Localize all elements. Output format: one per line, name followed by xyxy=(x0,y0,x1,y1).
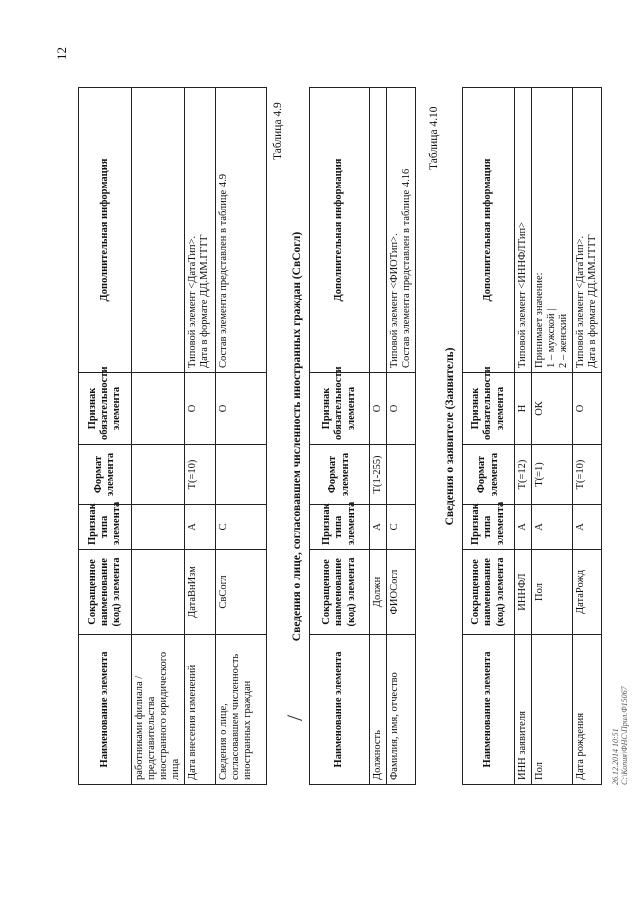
table-row xyxy=(573,88,602,785)
col-info-header: Дополнительная информация xyxy=(310,88,370,373)
col-name-header: Наименование элемента xyxy=(79,635,132,785)
cell-name: Дата рождения xyxy=(573,635,602,785)
col-name-header: Наименование элемента xyxy=(310,635,370,785)
table-row xyxy=(370,88,387,785)
table-continuation xyxy=(78,87,267,785)
table-4-10 xyxy=(462,87,602,785)
table-row xyxy=(185,88,216,785)
page-number: 12 xyxy=(54,47,69,60)
table-4-9-title: Сведения о лице, согласовавшем численность иностранных граждан (СвСогл) xyxy=(291,231,303,642)
cell-code: ДатаВнИзм xyxy=(185,550,216,635)
cell-info xyxy=(132,88,185,373)
cell-name: Дата внесения изменений xyxy=(185,635,216,785)
cell-type: С xyxy=(387,505,416,550)
cell-format: T(=1) xyxy=(532,445,573,505)
cell-required: О xyxy=(370,373,387,445)
cell-code: ДатаРожд xyxy=(573,550,602,635)
table-4-9-caption: Таблица 4.9 xyxy=(272,102,284,160)
cell-info: Типовой элемент <ДатаТип>. Дата в формате ДД.ММ.ГГГГ xyxy=(573,88,602,373)
handwritten-mark: / xyxy=(282,714,307,721)
table-row xyxy=(216,88,267,785)
cell-type: А xyxy=(573,505,602,550)
cell-code: Пол xyxy=(532,550,573,635)
cell-name: Пол xyxy=(532,635,573,785)
table-header xyxy=(463,88,515,785)
col-format-header: Формат элемента xyxy=(310,445,370,505)
table-row xyxy=(387,88,416,785)
table-4-10-title: Сведения о заявителе (Заявитель) xyxy=(444,347,456,526)
table-row xyxy=(532,88,573,785)
col-code-header: Сокращенное наименование (код) элемента xyxy=(463,550,515,635)
file-stamp-path: С:\Копия\ФНС\Прил.Ф15067 xyxy=(619,686,629,785)
col-required-header: Признак обязательности элемента xyxy=(463,373,515,445)
col-format-header: Формат элемента xyxy=(463,445,515,505)
col-code-header: Сокращенное наименование (код) элемента xyxy=(310,550,370,635)
col-type-header: Признак типа элемента xyxy=(310,505,370,550)
col-format-header: Формат элемента xyxy=(79,445,132,505)
table-4-10-caption: Таблица 4.10 xyxy=(428,106,440,170)
cell-info: Состав элемента представлен в таблице 4.9 xyxy=(216,88,267,373)
cell-info xyxy=(370,88,387,373)
col-info-header: Дополнительная информация xyxy=(79,88,132,373)
cell-required: О xyxy=(216,373,267,445)
cell-name: Сведения о лице, согласовавшем численность иностранных граждан xyxy=(216,635,267,785)
col-info-header: Дополнительная информация xyxy=(463,88,515,373)
cell-type xyxy=(132,505,185,550)
cell-required: О xyxy=(185,373,216,445)
cell-info: Типовой элемент <ИННФЛТип> xyxy=(515,88,532,373)
cell-required xyxy=(132,373,185,445)
cell-type: С xyxy=(216,505,267,550)
cell-format: T(=10) xyxy=(185,445,216,505)
cell-format xyxy=(387,445,416,505)
cell-required: Н xyxy=(515,373,532,445)
table-row xyxy=(132,88,185,785)
col-required-header: Признак обязательности элемента xyxy=(310,373,370,445)
cell-info: Типовой элемент <ФИОТип>. Состав элемента представлен в таблице 4.16 xyxy=(387,88,416,373)
cell-name: Фамилия, имя, отчество xyxy=(387,635,416,785)
table-4-9 xyxy=(309,87,416,785)
cell-type: А xyxy=(370,505,387,550)
cell-code xyxy=(132,550,185,635)
cell-type: А xyxy=(185,505,216,550)
file-stamp-date: 26.12.2014 10:51 xyxy=(611,728,620,785)
cell-required: О xyxy=(573,373,602,445)
col-code-header: Сокращенное наименование (код) элемента xyxy=(79,550,132,635)
col-name-header: Наименование элемента xyxy=(463,635,515,785)
cell-format: T(=12) xyxy=(515,445,532,505)
cell-code: ФИОСогл xyxy=(387,550,416,635)
cell-type: А xyxy=(515,505,532,550)
cell-required: О xyxy=(387,373,416,445)
cell-format xyxy=(216,445,267,505)
cell-info: Типовой элемент <ДатаТип>. Дата в формате ДД.ММ.ГГГГ xyxy=(185,88,216,373)
cell-info: Принимает значение: 1 – мужской | 2 – женский xyxy=(532,88,573,373)
table-header xyxy=(79,88,132,785)
cell-code: СвСогл xyxy=(216,550,267,635)
cell-format: T(1-255) xyxy=(370,445,387,505)
cell-name: работниками филиала / представительства иностранного юридического лица xyxy=(132,635,185,785)
col-type-header: Признак типа элемента xyxy=(463,505,515,550)
cell-code: ИННФЛ xyxy=(515,550,532,635)
cell-type: А xyxy=(532,505,573,550)
col-type-header: Признак типа элемента xyxy=(79,505,132,550)
cell-required: ОК xyxy=(532,373,573,445)
table-header xyxy=(310,88,370,785)
table-row xyxy=(515,88,532,785)
cell-format: T(=10) xyxy=(573,445,602,505)
col-required-header: Признак обязательности элемента xyxy=(79,373,132,445)
cell-code: Должн xyxy=(370,550,387,635)
cell-name: Должность xyxy=(370,635,387,785)
file-stamp xyxy=(612,686,630,785)
cell-name: ИНН заявителя xyxy=(515,635,532,785)
cell-format xyxy=(132,445,185,505)
